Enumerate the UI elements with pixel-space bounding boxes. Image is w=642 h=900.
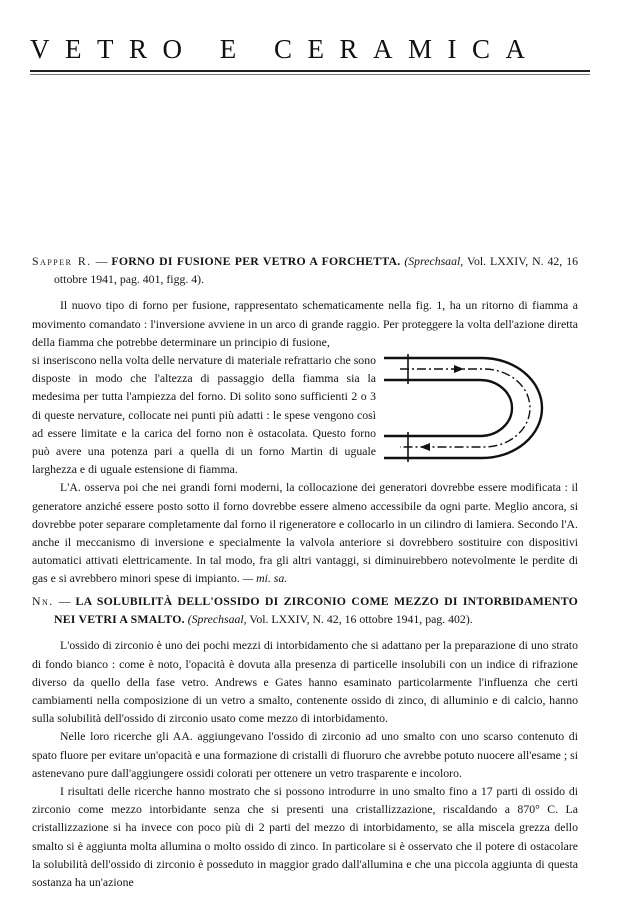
signature: — mi. sa.	[242, 571, 288, 586]
paragraph: L'ossido di zirconio è uno dei pochi mezzi di intorbidamento che si adattano per la preparazione di uno strato di fondo bianco : come è noto, l'opacità è dovuta alla presenza di particelle insolubili con un indice di rifrazione diverso da quello della fase vetro. Andrews e Gates hanno esaminato particolarmente l'influenza che certi cambiamenti nella composizione di un vetro a smalto, contenente ossido di zinco, di alluminio e di calcio, hanno sulla solubilità dell'ossido di zirconio usato come mezzo di intorbidamento.	[32, 638, 578, 726]
citation-ref: Vol. LXXIV, N. 42, 16 ottobre 1941, pag. 402).	[246, 612, 473, 627]
paragraph: Il nuovo tipo di forno per fusione, rappresentato schematicamente nella fig. 1, ha un ritorno di fiamma a movimento comandato : l'inversione avviene in un arco di grande raggio. Per proteggere la volta dell'azione diretta della fiamma che potrebbe determinare un principio di fusione,	[32, 298, 578, 349]
header-rule	[30, 70, 590, 72]
fork-furnace-figure	[384, 336, 572, 476]
paragraph: Nelle loro ricerche gli AA. aggiungevano l'ossido di zirconio ad uno smalto con uno scarso contenuto di spato fluore per evitare un'opacità e una formazione di cristalli di fluoruro che avrebbe potuto nuocere all'esame ; si astenevano pure dall'aggiungere ossidi colorati per ottenere un vetro trasparente e incoloro.	[32, 729, 578, 780]
article-ossido-di-zirconio	[32, 592, 578, 891]
author: Sapper R.	[32, 254, 92, 268]
citation	[32, 592, 578, 628]
article-title: FORNO DI FUSIONE PER VETRO A FORCHETTA.	[111, 254, 401, 268]
paragraph-beside-figure: si inseriscono nella volta delle nervature di materiale refrattario che sono disposte in modo che l'altezza di passaggio della fiamma sia la medesima per tutta l'ampiezza del forno. Di solito sono sufficienti 2 o 3 di queste nervature, collocate nei punti più adatti : le spese vengono così ad essere limitate e la carica del forno non è ostacolata. Questo forno può avere una potenza pari a quella di un forno Martin di uguale larghezza e di uguale estensione di fiamma.	[32, 353, 376, 477]
article-title: LA SOLUBILITÀ DELL'OSSIDO DI ZIRCONIO COME MEZZO DI INTORBIDAMENTO NEI VETRI A SMALTO.	[54, 594, 578, 627]
journal-name: (Sprechsaal,	[187, 612, 247, 627]
citation-dash: —	[91, 254, 112, 268]
journal-name: (Sprechsaal,	[404, 254, 464, 268]
header-rule-thin	[30, 74, 590, 75]
citation-ref: Vol. LXXIV, N. 42, 16 ottobre 1941, pag. 401, figg. 4).	[54, 254, 578, 287]
section-title: VETRO E CERAMICA	[30, 34, 541, 64]
citation	[32, 252, 578, 288]
paragraph	[32, 478, 578, 587]
paragraph: I risultati delle ricerche hanno mostrato che si possono introdurre in uno smalto fino a 17 parti di ossido di zirconio come mezzo intorbidante senza che si presenti una cristallizzazione, riscaldando a 870° C. La cristallizzazione si ha invece con poco più di 2 parti del mezzo di intorbidamento, se alla miscela grezza dello smalto si è aggiunta molta allumina o molto ossido di zinco. In particolare si è osservato che il potere di ostacolare la solubilità dell'ossido di zirconio è posseduto in maggior grado dall'allumina e che una piccola aggiunta di questa sostanza ha un'azione	[32, 784, 578, 890]
fork-furnace-diagram	[384, 336, 572, 476]
author: Nn.	[32, 594, 54, 608]
citation-dash: —	[53, 594, 76, 608]
paragraph-text: L'A. osserva poi che nei grandi forni moderni, la collocazione dei generatori dovrebbe essere modificata : il generatore anziché essere posto sotto il forno dovrebbe essere almeno accessibile da ogni parte. Meglio ancora, si dovrebbe poter separare completamente dal forno il rigeneratore e collocarlo in un cilindro di lamiera. Secondo l'A. anche il meccanismo di inversione e specialmente la valvola anteriore si dovrebbero sostituire con dispositivi automatici attivati elettricamente. In tal modo, fra gli altri vantaggi, si diminuirebbero notevolmente le perdite di gas e si avrebbero minori spese di impianto.	[32, 480, 578, 586]
